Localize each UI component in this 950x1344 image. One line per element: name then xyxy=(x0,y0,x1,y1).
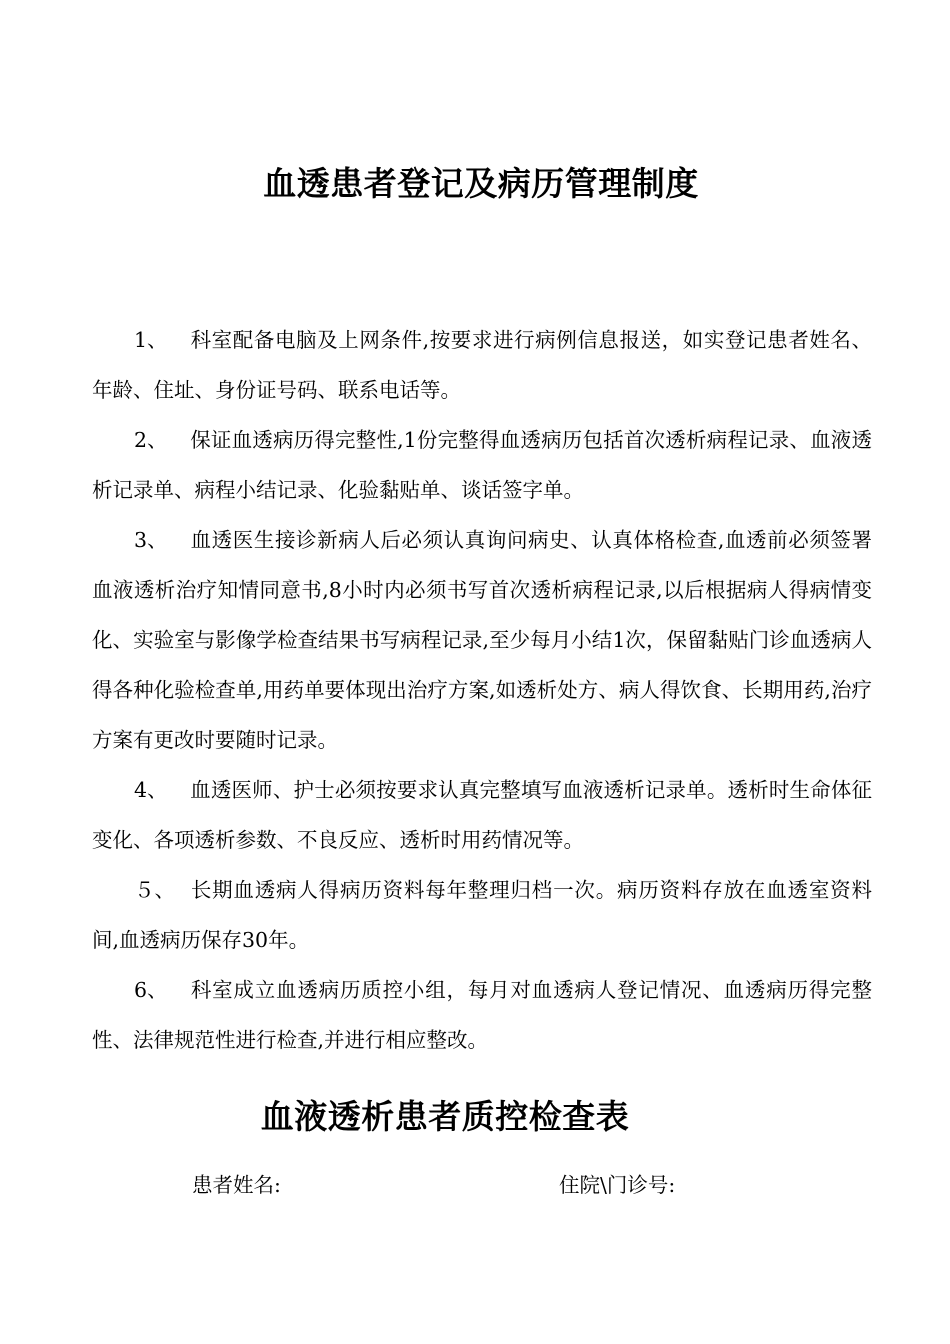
regulation-list xyxy=(92,315,872,1065)
item-text: 血透医师、护士必须按要求认真完整填写血液透析记录单。透析时生命体征变化、各项透析参数、不良反应、透析时用药情况等。 xyxy=(92,778,872,852)
item-number: ５、 xyxy=(134,878,175,902)
item-number: 6、 xyxy=(134,978,168,1002)
item-number: 3、 xyxy=(134,528,168,552)
item-text: 科室配备电脑及上网条件,按要求进行病例信息报送，如实登记患者姓名、年龄、住址、身份证号码、联系电话等。 xyxy=(92,328,872,402)
document-title: 血透患者登记及病历管理制度 xyxy=(263,164,699,203)
item-text: 长期血透病人得病历资料每年整理归档一次。病历资料存放在血透室资料间,血透病历保存30年。 xyxy=(92,878,872,952)
regulation-item-4 xyxy=(92,765,872,865)
regulation-item-5 xyxy=(92,865,872,965)
item-number: 4、 xyxy=(134,778,168,802)
checklist-title: 血液透析患者质控检查表 xyxy=(260,1097,630,1136)
item-text: 保证血透病历得完整性,1份完整得血透病历包括首次透析病程记录、血液透析记录单、病程小结记录、化验黏贴单、谈话签字单。 xyxy=(92,428,872,502)
regulation-item-2 xyxy=(92,415,872,515)
item-number: 1、 xyxy=(134,328,168,352)
regulation-item-6 xyxy=(92,965,872,1065)
regulation-item-1 xyxy=(92,315,872,415)
item-text: 血透医生接诊新病人后必须认真询问病史、认真体格检查,血透前必须签署血液透析治疗知情同意书,8小时内必须书写首次透析病程记录,以后根据病人得病情变化、实验室与影像学检查结果书写病程记录,至少每月小结1次，保留黏贴门诊血透病人得各种化验检查单,用药单要体现出治疗方案,如透析处方、病人得饮食、长期用药,治疗方案有更改时要随时记录。 xyxy=(92,528,872,752)
regulation-item-3 xyxy=(92,515,872,765)
item-number: 2、 xyxy=(134,428,168,452)
item-text: 科室成立血透病历质控小组，每月对血透病人登记情况、血透病历得完整性、法律规范性进行检查,并进行相应整改。 xyxy=(92,978,872,1052)
record-number-label: 住院\门诊号: xyxy=(559,1173,676,1197)
patient-name-label: 患者姓名: xyxy=(192,1173,281,1197)
